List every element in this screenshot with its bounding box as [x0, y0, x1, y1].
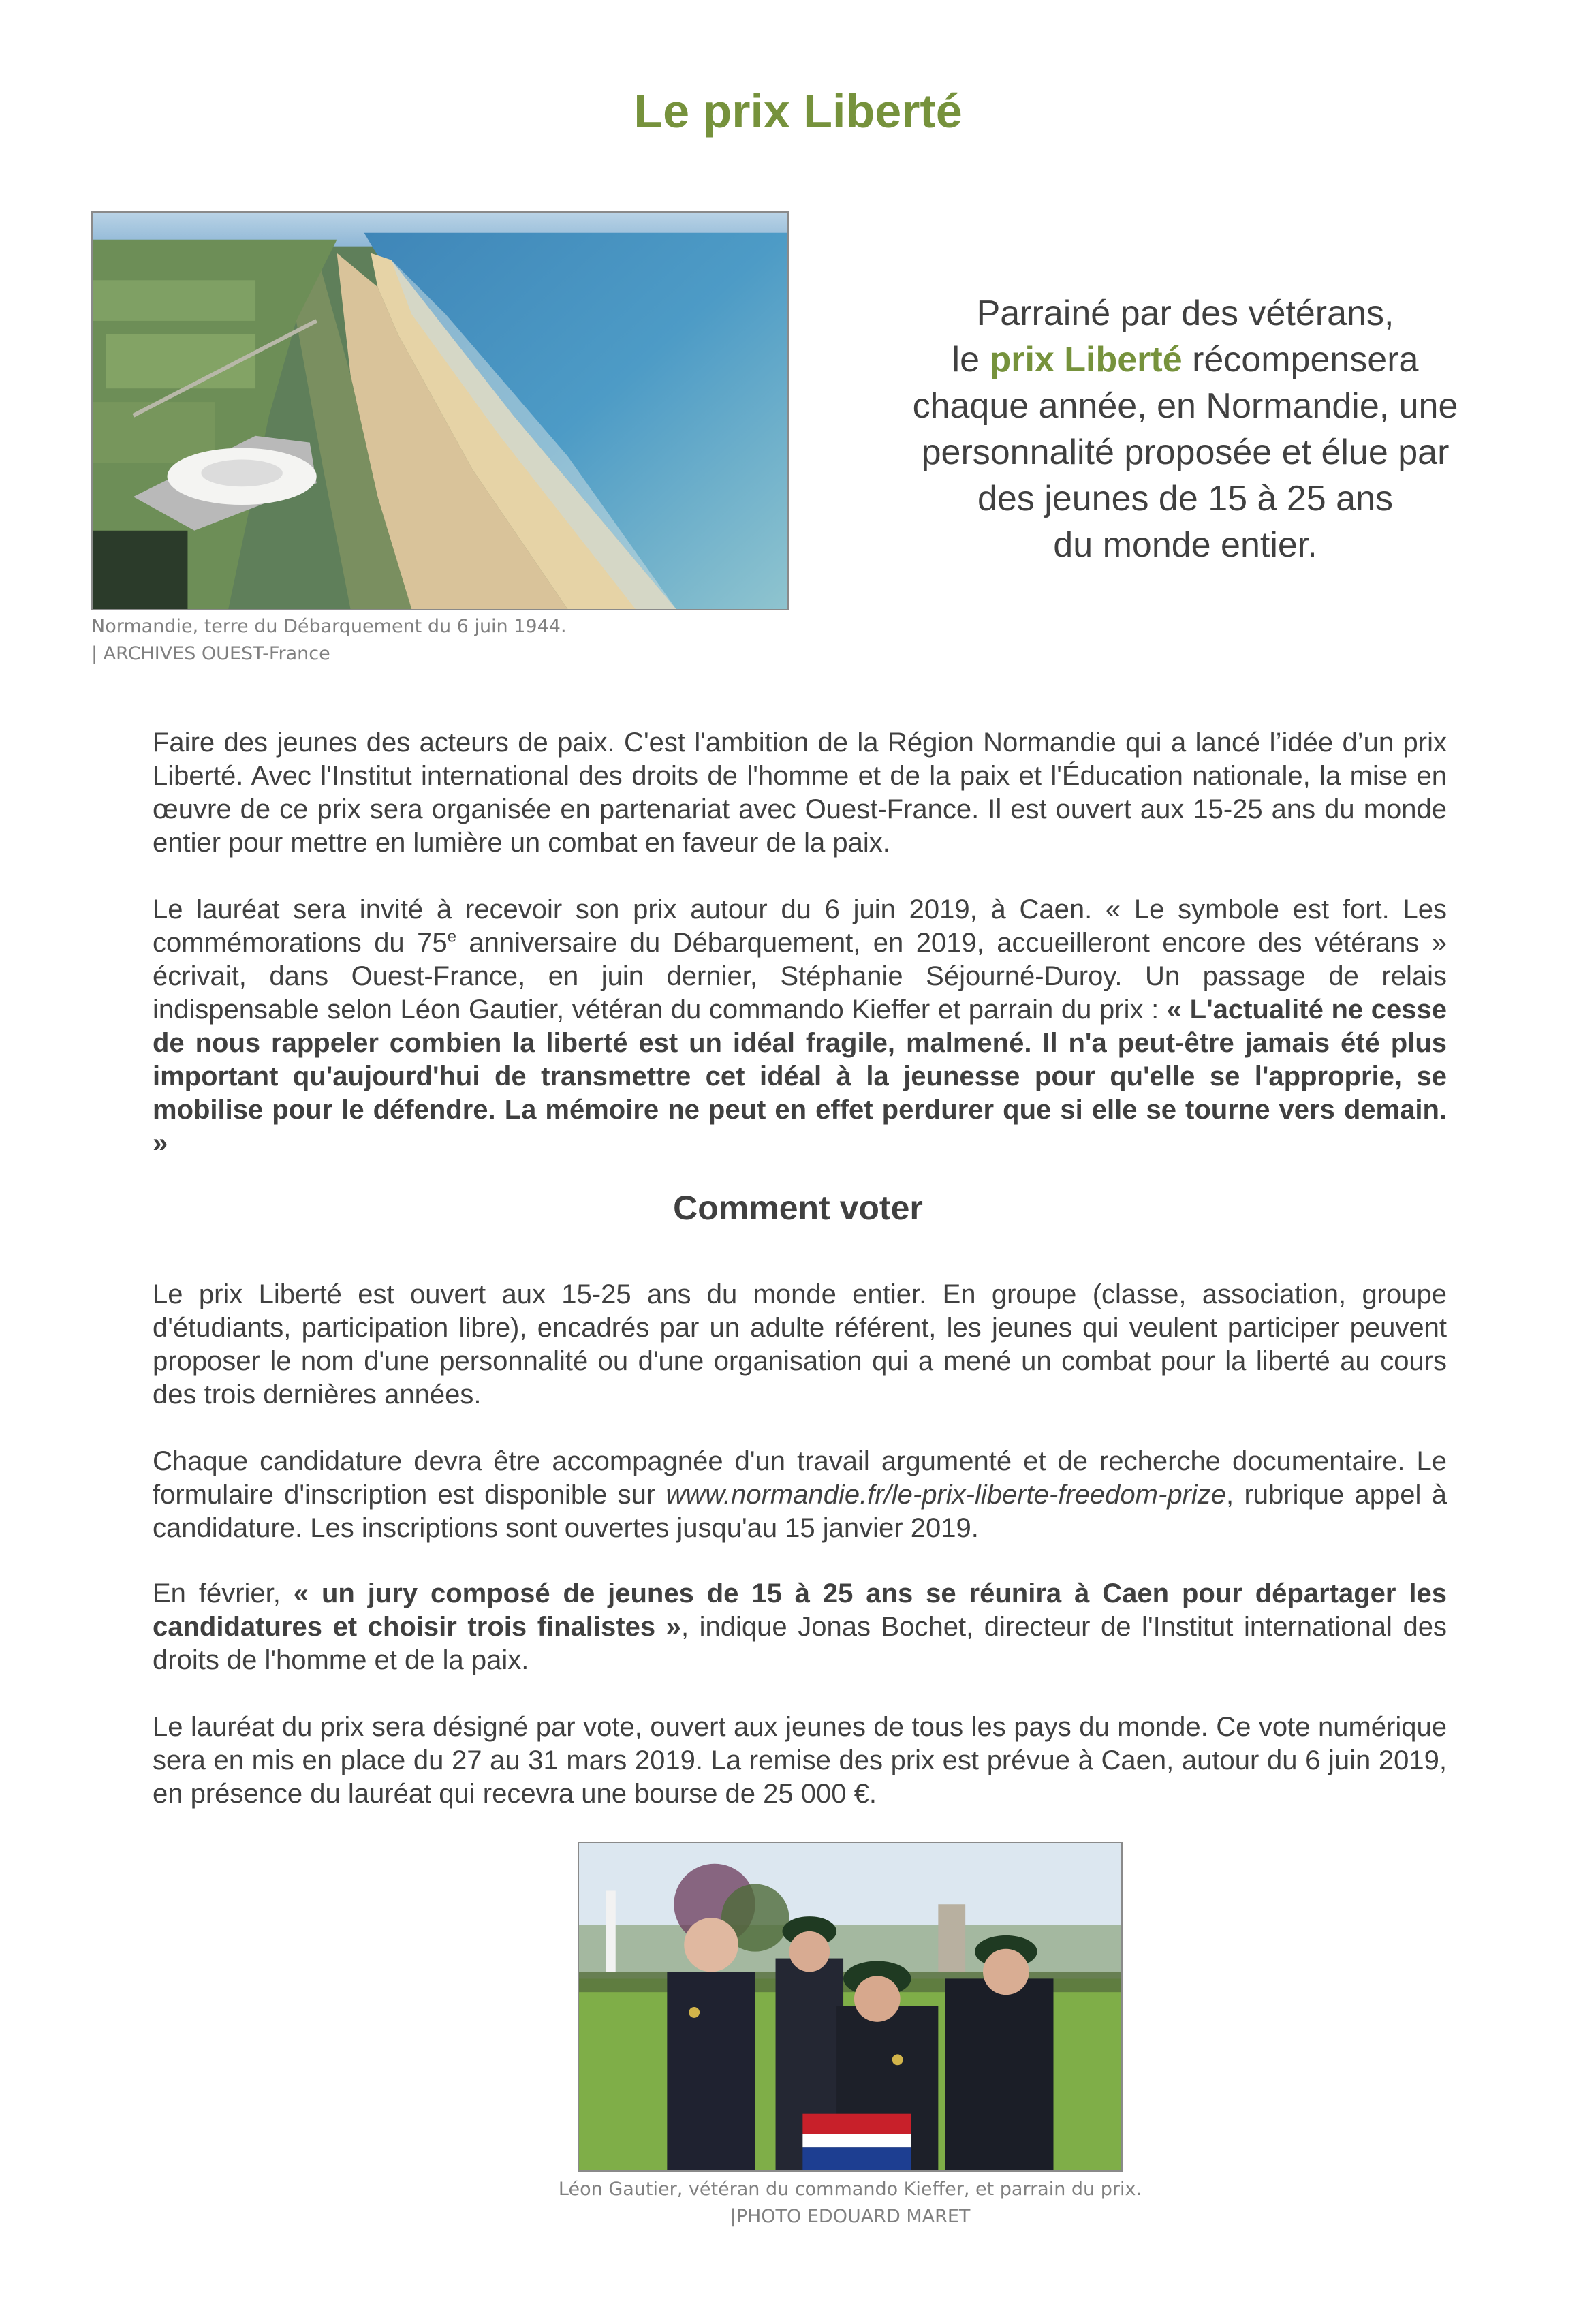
- lead-text: le: [952, 340, 990, 379]
- paragraph-vote: Le lauréat du prix sera désigné par vote, ouvert aux jeunes de tous les pays du monde. Ce vote numérique sera en mis en place du 27 au 31 mars 2019. La remise des prix est prévue à Caen, autour du 6 juin 2019, en présence du lauréat qui recevra une bourse de 25 000 €.: [153, 1712, 1447, 1809]
- section-heading: Comment voter: [673, 1189, 923, 1227]
- para-text: Chaque candidature devra être accompagnée d'un travail argumenté et de recherche documentaire. Le formulaire d'inscription est disponible sur: [153, 1446, 1447, 1510]
- beach-photo: [91, 211, 789, 610]
- lead-quote: [858, 290, 1512, 568]
- caption-credit: |PHOTO EDOUARD MARET: [730, 2206, 971, 2227]
- para-text: En février,: [153, 1578, 294, 1608]
- veterans-photo: [578, 1842, 1123, 2172]
- caption-text: Léon Gautier, vétéran du commando Kieffer, et parrain du prix.: [558, 2179, 1142, 2200]
- paragraph-intro: Faire des jeunes des acteurs de paix. C'est l'ambition de la Région Normandie qui a lancé l’idée d’un prix Liberté. Avec l'Institut international des droits de l'homme et de la paix et l'Éducation nationale, la mise en œuvre de ce prix sera organisée en partenariat avec Ouest-France. Il est ouvert aux 15-25 ans du monde entier pour mettre en lumière un combat en faveur de la paix.: [153, 728, 1447, 858]
- para-text: , rubrique appel à candidature. Les inscriptions sont ouvertes jusqu'au 15 janvier 2019.: [153, 1480, 1448, 1543]
- lead-line: Parrainé par des vétérans,: [976, 294, 1394, 333]
- lead-line: du monde entier.: [1053, 525, 1317, 565]
- paragraph-eligibility: Le prix Liberté est ouvert aux 15-25 ans du monde entier. En groupe (classe, association, groupe d'étudiants, participation libre), encadrés par un adulte référent, les jeunes qui veulent participer peuvent proposer le nom d'une personnalité ou d'une organisation qui a mené un combat pour la liberté au cours des trois dernières années.: [153, 1279, 1447, 1410]
- quote-bold: « un jury composé de jeunes de 15 à 25 ans se réunira à Caen pour départager les candidatures et choisir trois finalistes »: [153, 1578, 1447, 1642]
- inscription-link[interactable]: www.normandie.fr/le-prix-liberte-freedom-prize: [666, 1480, 1227, 1510]
- page-title: Le prix Liberté: [633, 84, 963, 138]
- caption-credit: | ARCHIVES OUEST-France: [91, 643, 330, 664]
- para-text: anniversaire du Débarquement, en 2019, accueilleront encore des vétérans » écrivait, dans Ouest-France, en juin dernier, Stéphanie Séjourné-Duroy. Un passage de relais indispensable selon Léon Gautier, vétéran du commando Kieffer et parrain du prix :: [153, 928, 1448, 1025]
- caption-text: Normandie, terre du Débarquement du 6 juin 1944.: [91, 616, 567, 637]
- quote-bold: « L'actualité ne cesse de nous rappeler combien la liberté est un idéal fragile, malmené. Il n'a peut-être jamais été plus important qu'aujourd'hui de transmettre cet idéal à la jeunesse pour qu'elle se l'approprie, se mobilise pour le défendre. La mémoire ne peut en effet perdurer que si elle se tourne vers demain. »: [153, 995, 1447, 1158]
- lead-line: personnalité proposée et élue par: [921, 433, 1450, 472]
- veterans-photo-caption: [441, 2176, 1259, 2230]
- paragraph-candidature: [153, 1445, 1447, 1545]
- para-text: , indique Jonas Bochet, directeur de l'Institut international des droits de l'homme et de la paix.: [153, 1612, 1447, 1675]
- lead-line: des jeunes de 15 à 25 ans: [977, 479, 1394, 518]
- paragraph-laureat: [153, 893, 1447, 1160]
- lead-line: chaque année, en Normandie, une: [912, 386, 1458, 426]
- superscript: e: [447, 927, 456, 946]
- lead-text: récompensera: [1182, 340, 1419, 379]
- beach-photo-caption: [91, 613, 841, 668]
- lead-line: [858, 337, 1512, 383]
- prix-liberte-highlight: prix Liberté: [989, 340, 1183, 379]
- paragraph-jury: [153, 1577, 1447, 1677]
- para-text: Le lauréat sera invité à recevoir son prix autour du 6 juin 2019, à Caen. « Le symbole est fort. Les commémorations du 75: [153, 894, 1447, 958]
